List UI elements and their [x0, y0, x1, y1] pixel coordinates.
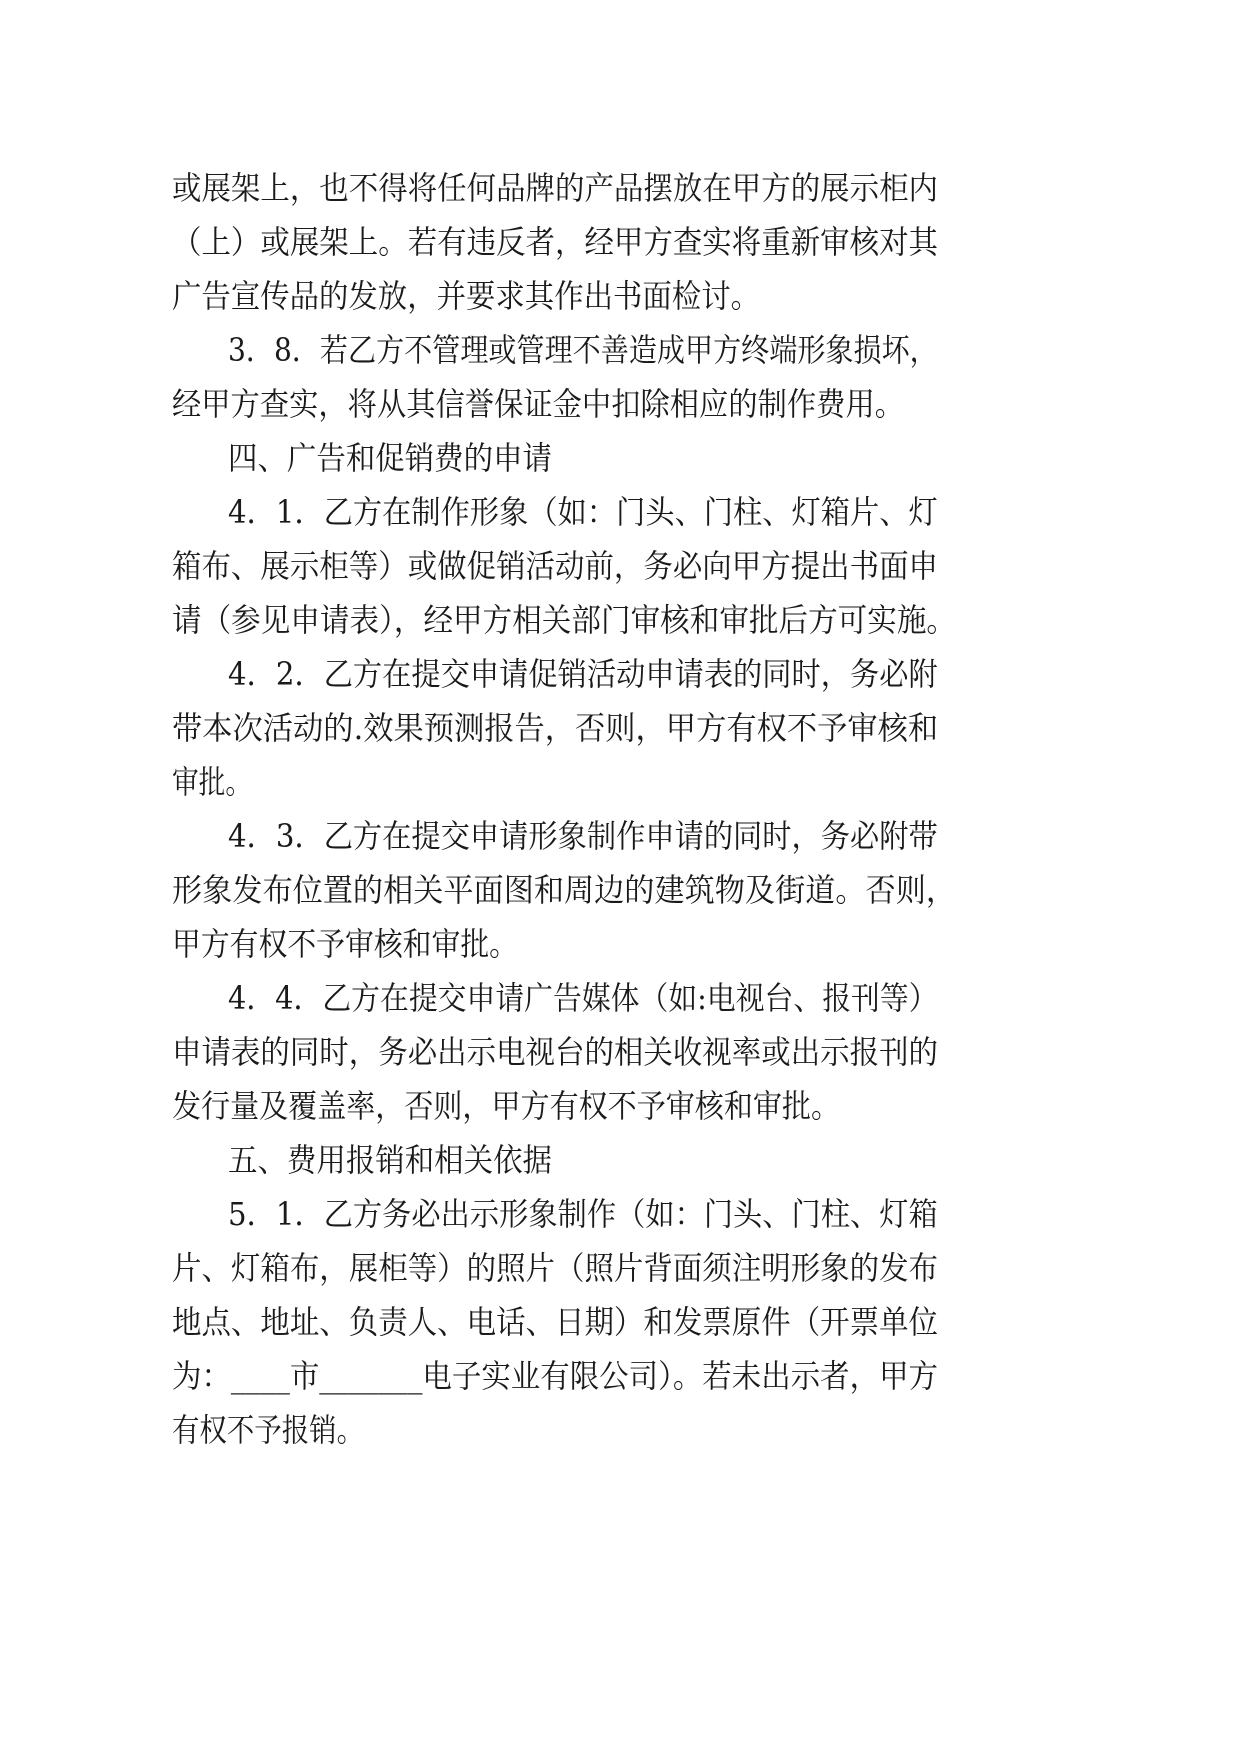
line-text: 5．1．乙方务必出示形象制作（如：门头、门柱、灯箱 [228, 1195, 938, 1233]
paragraph-line [0, 330, 1241, 370]
paragraph-line [0, 654, 1241, 694]
paragraph-line [0, 1086, 1241, 1126]
section-heading [0, 438, 1241, 478]
line-text: 四、广告和促销费的申请 [228, 439, 553, 477]
paragraph-line [0, 816, 1241, 856]
paragraph-line [0, 1356, 1241, 1396]
paragraph-line [0, 1302, 1241, 1342]
line-text: 地点、地址、负责人、电话、日期）和发票原件（开票单位 [172, 1303, 939, 1341]
line-text: 申请表的同时，务必出示电视台的相关收视率或出示报刊的 [172, 1033, 939, 1071]
section-heading [0, 1140, 1241, 1180]
line-text: 请（参见申请表），经甲方相关部门审核和审批后方可实施。 [172, 601, 957, 639]
paragraph-line [0, 276, 1241, 316]
line-text: 3．8．若乙方不管理或管理不善造成甲方终端形象损坏， [228, 331, 938, 369]
paragraph-line [0, 762, 1241, 802]
paragraph-line [0, 222, 1241, 262]
paragraph-line [0, 384, 1241, 424]
line-text: 为：____市_______电子实业有限公司）。若未出示者，甲方 [172, 1357, 939, 1395]
paragraph-line [0, 924, 1241, 964]
line-text: 带本次活动的.效果预测报告，否则，甲方有权不予审核和 [172, 709, 939, 747]
paragraph-line [0, 1248, 1241, 1288]
line-text: （上）或展架上。若有违反者，经甲方查实将重新审核对其 [172, 223, 939, 261]
paragraph-line [0, 1410, 1241, 1450]
paragraph-line [0, 978, 1241, 1018]
paragraph-line [0, 1032, 1241, 1072]
line-text: 箱布、展示柜等）或做促销活动前，务必向甲方提出书面申 [172, 547, 939, 585]
line-text: 发行量及覆盖率，否则，甲方有权不予审核和审批。 [172, 1087, 841, 1125]
line-text: 4．2．乙方在提交申请促销活动申请表的同时，务必附 [228, 655, 938, 693]
line-text: 有权不予报销。 [172, 1411, 365, 1449]
line-text: 审批。 [172, 763, 253, 801]
line-text: 片、灯箱布，展柜等）的照片（照片背面须注明形象的发布 [172, 1249, 939, 1287]
paragraph-line [0, 870, 1241, 910]
paragraph-line [0, 546, 1241, 586]
line-text: 甲方有权不予审核和审批。 [172, 925, 519, 963]
paragraph-line [0, 492, 1241, 532]
line-text: 形象发布位置的相关平面图和周边的建筑物及街道。否则， [172, 871, 957, 909]
line-text: 4．1．乙方在制作形象（如：门头、门柱、灯箱片、灯 [228, 493, 938, 531]
paragraph-line [0, 600, 1241, 640]
paragraph-line [0, 168, 1241, 208]
line-text: 广告宣传品的发放，并要求其作出书面检讨。 [172, 277, 761, 315]
paragraph-line [0, 708, 1241, 748]
line-text: 五、费用报销和相关依据 [228, 1141, 553, 1179]
line-text: 经甲方查实，将从其信誉保证金中扣除相应的制作费用。 [172, 385, 905, 423]
paragraph-line [0, 1194, 1241, 1234]
line-text: 4．4．乙方在提交申请广告媒体（如:电视台、报刊等） [228, 979, 938, 1017]
line-text: 4．3．乙方在提交申请形象制作申请的同时，务必附带 [228, 817, 938, 855]
line-text: 或展架上，也不得将任何品牌的产品摆放在甲方的展示柜内 [172, 169, 939, 207]
